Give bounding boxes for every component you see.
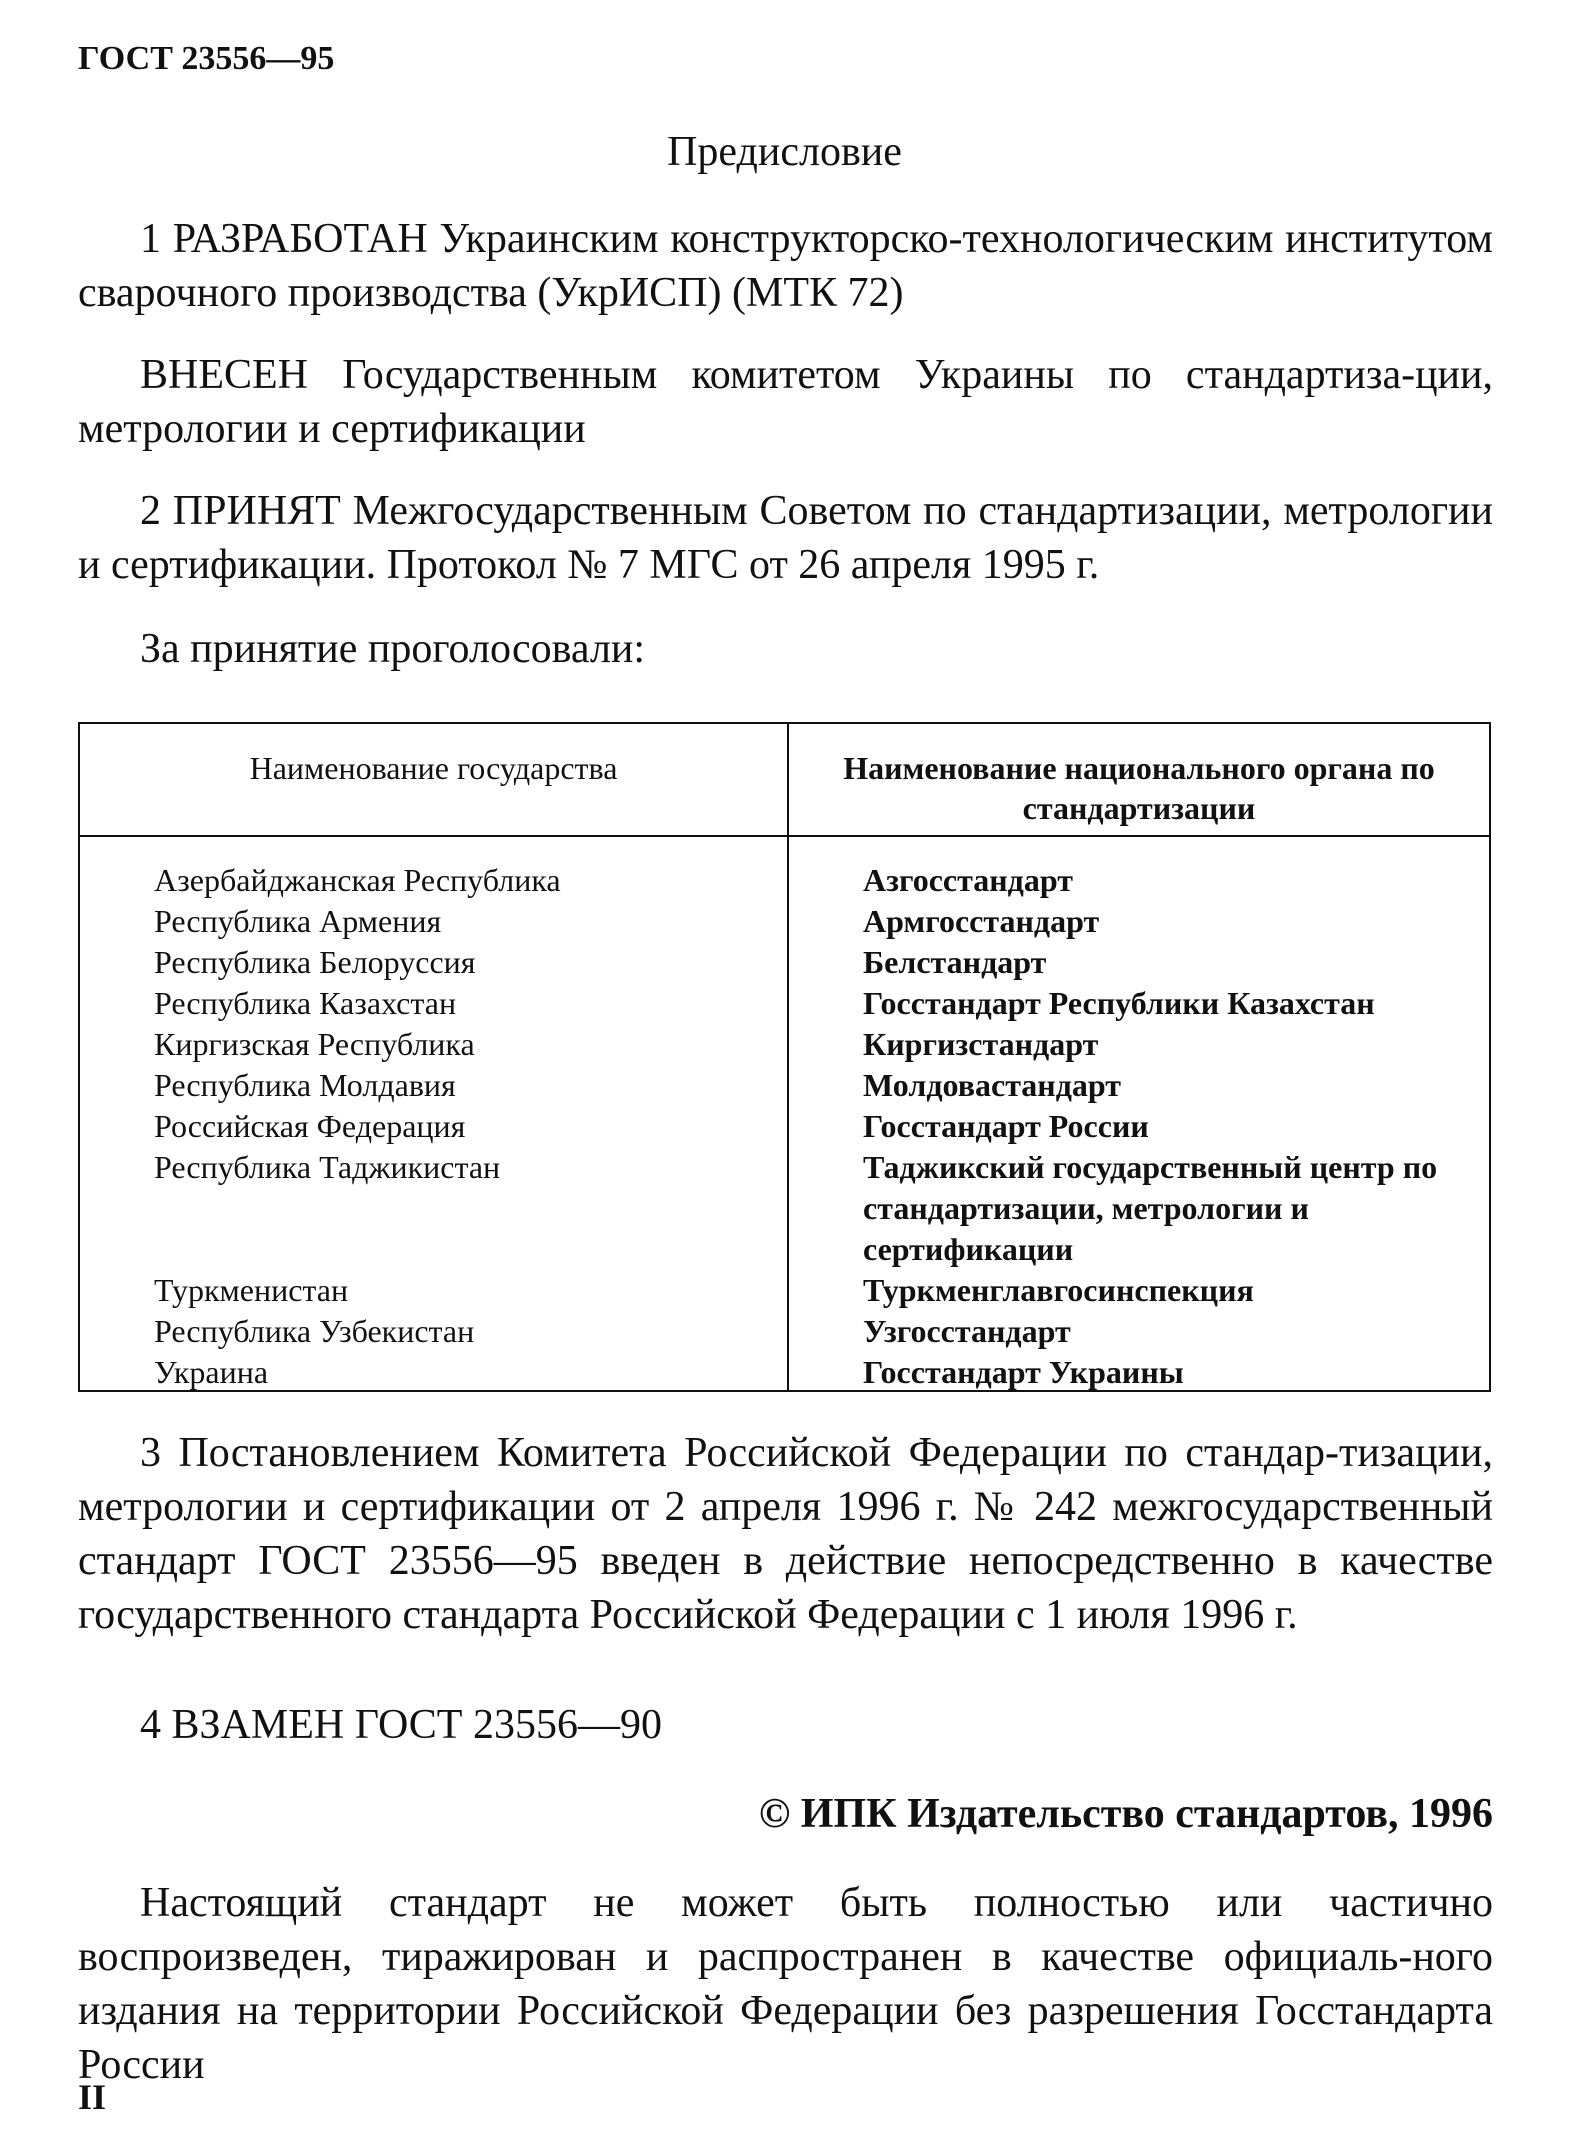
table-row [80, 1311, 1489, 1352]
table-row [80, 1352, 1489, 1393]
table-cell-state: Республика Молдавия [154, 1067, 456, 1103]
table-cell-organization: Азгосстандарт [863, 862, 1073, 898]
table-row [80, 1024, 1489, 1065]
table-cell-state: Республика Таджикистан [154, 1149, 501, 1185]
table-cell-state: Туркменистан [154, 1272, 349, 1308]
table-header-state: Наименование государства [249, 750, 618, 786]
table-cell-organization: Белстандарт [863, 944, 1047, 980]
voting-table [78, 722, 1491, 1392]
page-title: Предисловие [667, 129, 902, 175]
table-cell-state: Киргизская Республика [154, 1026, 475, 1062]
table-cell-organization: Армгосстандарт [863, 903, 1100, 939]
paragraph-enacted: 3 Постановлением Комитета Российской Федерации по стандар-тизации, метрологии и сертификации от 2 апреля 1996 г. № 242 межгосударственный стандарт ГОСТ 23556—95 введен в действие непосредственно в качестве государственного стандарта Российской Федерации с 1 июля 1996 г. [78, 1430, 1493, 1638]
document-code: ГОСТ 23556—95 [78, 40, 335, 77]
paragraph-adopted: 2 ПРИНЯТ Межгосударственным Советом по стандартизации, метрологии и сертификации. Протокол № 7 МГС от 26 апреля 1995 г. [78, 488, 1493, 588]
paragraph-reproduction-notice: Настоящий стандарт не может быть полностью или частично воспроизведен, тиражирован и распространен в качестве официаль-ного издания на территории Российской Федерации без разрешения Госстандарта России [78, 1880, 1493, 2088]
table-cell-organization: Госстандарт Республики Казахстан [863, 985, 1375, 1021]
table-cell-organization: Таджикский государственный центр по стандартизации, метрологии и сертификации [863, 1149, 1438, 1267]
table-row [80, 942, 1489, 983]
table-cell-state: Республика Белоруссия [154, 944, 476, 980]
table-row [80, 901, 1489, 942]
table-cell-state: Украина [154, 1354, 269, 1390]
table-cell-state: Республика Узбекистан [154, 1313, 475, 1349]
table-cell-state: Российская Федерация [154, 1108, 466, 1144]
table-cell-organization: Госстандарт Украины [863, 1354, 1184, 1390]
copyright-notice: © ИПК Издательство стандартов, 1996 [758, 1791, 1493, 1837]
table-cell-state: Азербайджанская Республика [154, 862, 561, 898]
paragraph-introduced: ВНЕСЕН Государственным комитетом Украины по стандартиза-ции, метрологии и сертификации [78, 352, 1493, 452]
table-row [80, 1106, 1489, 1147]
table-body [80, 860, 1489, 1393]
table-cell-organization: Молдовастандарт [863, 1067, 1122, 1103]
table-cell-organization: Туркменглавгосинспекция [863, 1272, 1254, 1308]
table-cell-organization: Узгосстандарт [863, 1313, 1071, 1349]
table-cell-organization: Киргизстандарт [863, 1026, 1099, 1062]
paragraph-replaces: 4 ВЗАМЕН ГОСТ 23556—90 [140, 1702, 662, 1748]
paragraph-voted: За принятие проголосовали: [140, 626, 646, 672]
table-row [80, 1147, 1489, 1270]
page-number: II [78, 2077, 107, 2117]
table-cell-state: Республика Армения [154, 903, 442, 939]
table-cell-organization: Госстандарт России [863, 1108, 1149, 1144]
table-row [80, 983, 1489, 1024]
table-header-organization: Наименование национального органа по стандартизации [843, 750, 1435, 826]
table-row [80, 1065, 1489, 1106]
table-cell-state: Республика Казахстан [154, 985, 457, 1021]
table-row [80, 860, 1489, 901]
table-row [80, 1270, 1489, 1311]
table-header [80, 724, 1489, 837]
paragraph-developed: 1 РАЗРАБОТАН Украинским конструкторско-технологическим институтом сварочного производства (УкрИСП) (МТК 72) [78, 216, 1493, 316]
